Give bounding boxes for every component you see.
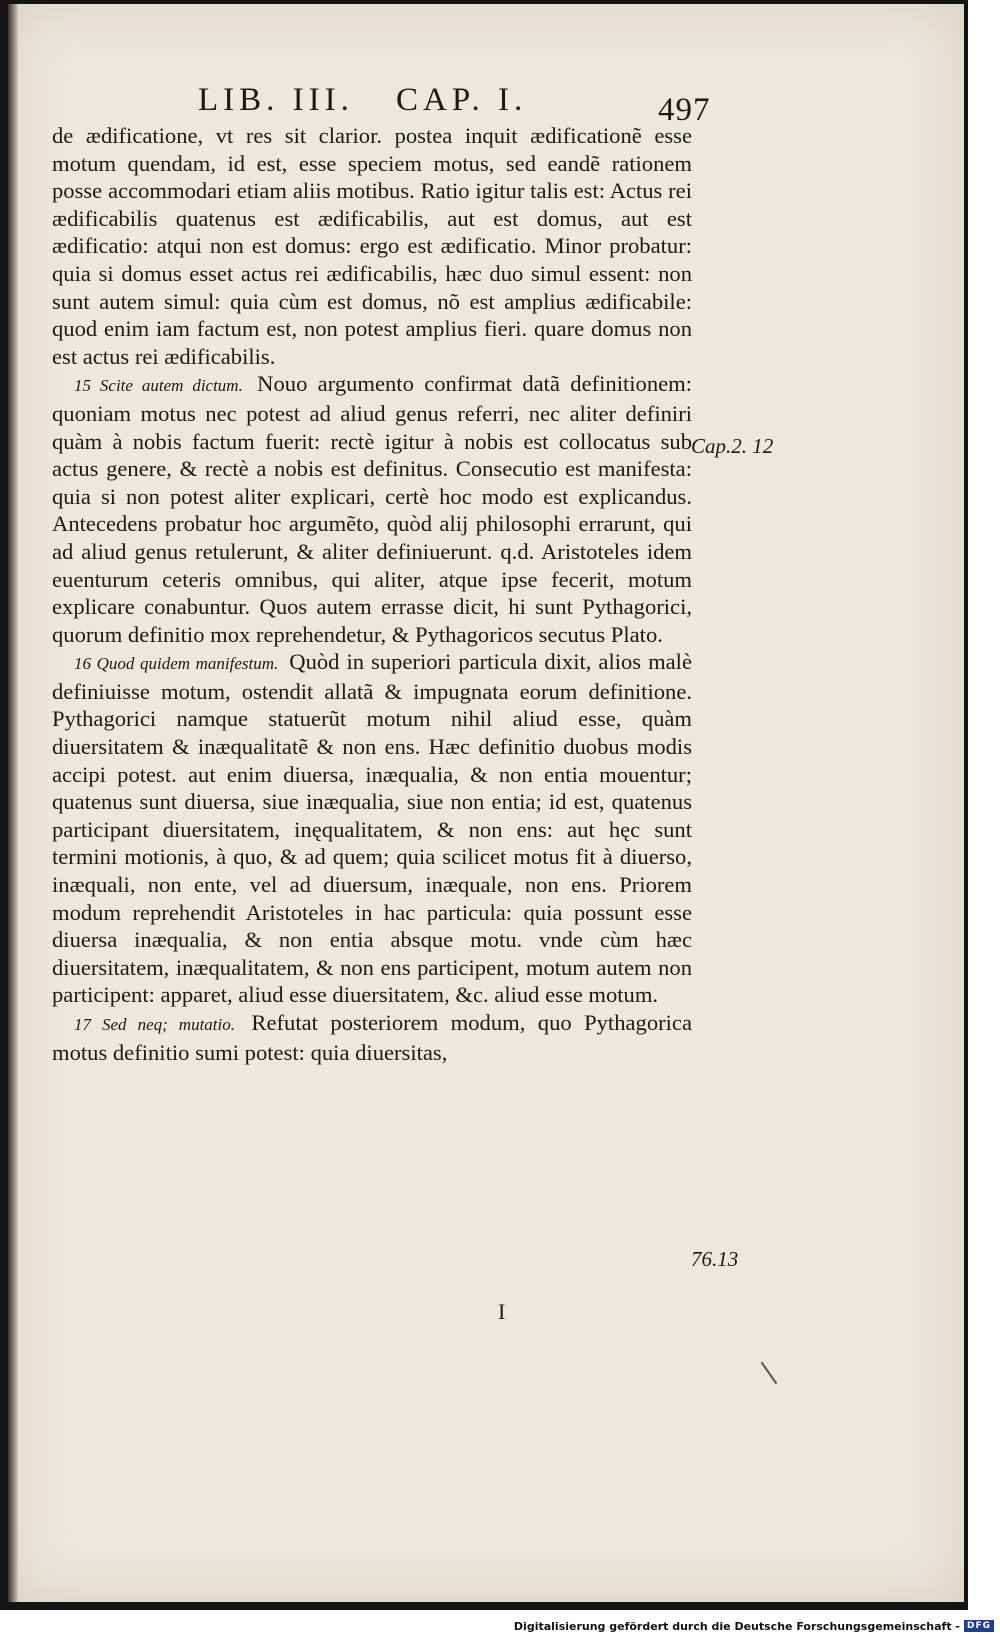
lemma-heading: 15 Scite autem dictum. (74, 376, 243, 396)
lemma-heading: 16 Quod quidem manifestum. (74, 654, 279, 674)
paragraph-text: Nouo argumento confirmat datã definitionem: quoniam motus nec potest ad aliud genus referri, nec aliter definiri quàm à nobis factum fuerit: rectè igitur à nobis est collocatus sub actus genere, & rectè a nobis est definitus. Consecutio est manifesta: quia si non potest aliter explicari, certè hoc modo est explicandus. Antecedens probatur hoc argumẽto, quòd alij philosophi errarunt, qui ad aliud genus retulerunt, & aliter definiuerunt. q.d. Aristoteles idem euenturum ceteris omnibus, qui aliter, atque ipse fecerit, motum explicare conabuntur. Quos autem errasse dicit, hi sunt Pythagorici, quorum definitio mox reprehendetur, & Pythagoricos secutus Plato. (52, 371, 692, 647)
footer-credit: Digitalisierung gefördert durch die Deutsche Forschungsgemeinschaft - (513, 1619, 960, 1633)
page-spine-shadow (8, 4, 18, 1602)
header-book: LIB. III. (198, 82, 354, 118)
paragraph-15 (52, 370, 692, 648)
paragraph-text: de ædificatione, vt res sit clarior. postea inquit ædificationẽ esse motum quendam, id est, esse speciem motus, sed eandẽ rationem posse accommodari etiam aliis motibus. Ratio igitur talis est: Actus rei ædificabilis quatenus est ædificabilis, aut est domus, aut est ædificatio: atqui non est domus: ergo est ædificatio. Minor probatur: quia si domus esset actus rei ædificabilis, hæc duo simul essent: non sunt autem simul: quia cùm est domus, nõ est amplius ædificabile: quod enim iam factum est, non potest amplius fieri. quare domus non est actus rei ædificabilis. (52, 123, 692, 369)
digitization-footer (514, 1618, 994, 1634)
signature-mark: I (498, 1299, 506, 1324)
lemma-heading: 17 Sed neq; mutatio. (74, 1015, 235, 1034)
paragraph-continuation (52, 122, 692, 370)
commentary-text (52, 122, 692, 1066)
paragraph-17 (52, 1009, 692, 1066)
paragraph-text: Quòd in superiori particula dixit, alios malè definiuisse motum, ostendit allatã & impugnata eorum definitione. Pythagorici namque statuerũt motum nihil aliud esse, quàm diuersitatem & inæqualitatẽ & non ens. Hæc definitio duobus modis accipi potest. aut enim diuersa, inæqualia, & non entia mouentur; quatenus sunt diuersa, siue inæqualia, siue non entia; id est, quatenus participant diuersitatem, inęqualitatem, & non ens: aut hęc sunt termini motionis, à quo, & ad quem; quia scilicet motus fit à diuerso, inæquali, non ente, vel ad diuersum, inæquale, non ens. Priorem modum reprehendit Aristoteles in hac particula: quia possunt esse diuersa inæqualia, & non entia absque motu. vnde cùm hæc diuersitatem, inæqualitatem, & non ens participent, motum autem non participent: apparet, aliud esse diuersitatem, &c. aliud esse motum. (52, 649, 692, 1008)
book-page (8, 4, 964, 1602)
header-chapter: CAP. I. (396, 82, 528, 118)
page-number: 497 (658, 92, 711, 128)
pen-stroke-mark (761, 1362, 778, 1384)
margin-note-reference: 76.13 (691, 1247, 739, 1271)
paragraph-16 (52, 648, 692, 1009)
margin-note-reference: Cap.2. 12 (691, 434, 774, 458)
paragraph-text: Refutat posteriorem modum, quo Pythagorica motus definitio sumi potest: quia diuersitas, (52, 1010, 692, 1065)
dfg-logo-icon: DFG (964, 1620, 994, 1632)
